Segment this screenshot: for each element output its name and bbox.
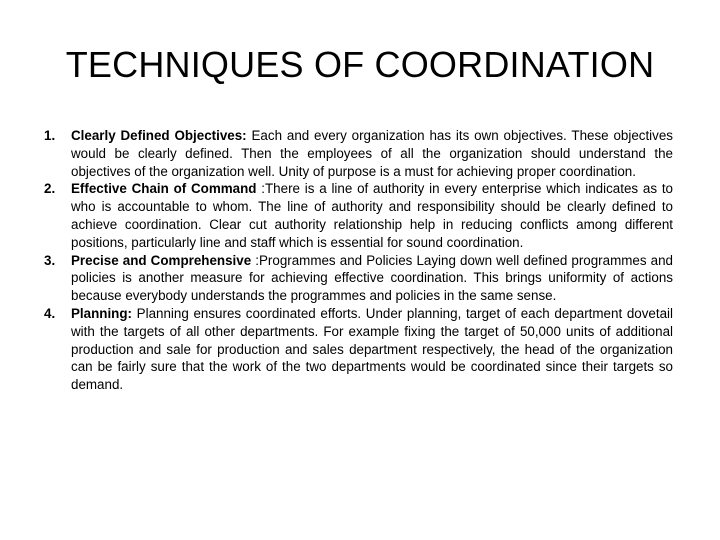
techniques-list — [44, 127, 673, 394]
item-number: 2. — [44, 181, 56, 197]
item-number: 3. — [44, 252, 56, 268]
list-item — [44, 127, 673, 180]
item-text: Planning ensures coordinated efforts. Under planning, target of each department dovetail with the targets of all other departments. For example fixing the target of 50,000 units of additional production and sale for production and sales department respectively, the head of the organization can be fairly sure that the work of the two departments would be coordinated since their targets so demand. — [71, 305, 673, 393]
list-item — [44, 180, 673, 251]
item-heading: Planning: — [71, 305, 132, 321]
item-heading: Effective Chain of Command — [71, 181, 257, 197]
slide-title: TECHNIQUES OF COORDINATION — [65, 44, 655, 85]
list-item — [44, 252, 673, 305]
item-text: :Programmes and Policies Laying down well defined programmes and policies is another measure for achieving effective coordination. This brings uniformity of actions because everybody understands the programmes and policies in the same sense. — [71, 252, 673, 304]
item-number: 4. — [44, 305, 56, 321]
item-heading: Clearly Defined Objectives: — [71, 128, 247, 143]
item-text: :There is a line of authority in every enterprise which indicates as to who is accountable to whom. The line of authority and responsibility should be clearly defined to achieve coordination. Clear cut authority relationship help in reducing conflicts among different positions, particularly line and staff which is essential for sound coordination. — [71, 181, 673, 250]
item-number: 1. — [44, 128, 56, 143]
list-item — [44, 305, 673, 394]
item-text: Each and every organization has its own objectives. These objectives would be clearly defined. Then the employees of all the organization should understand the objectives of the organization well. Unity of purpose is a must for achieving proper coordination. — [71, 128, 673, 179]
item-heading: Precise and Comprehensive — [71, 252, 252, 268]
